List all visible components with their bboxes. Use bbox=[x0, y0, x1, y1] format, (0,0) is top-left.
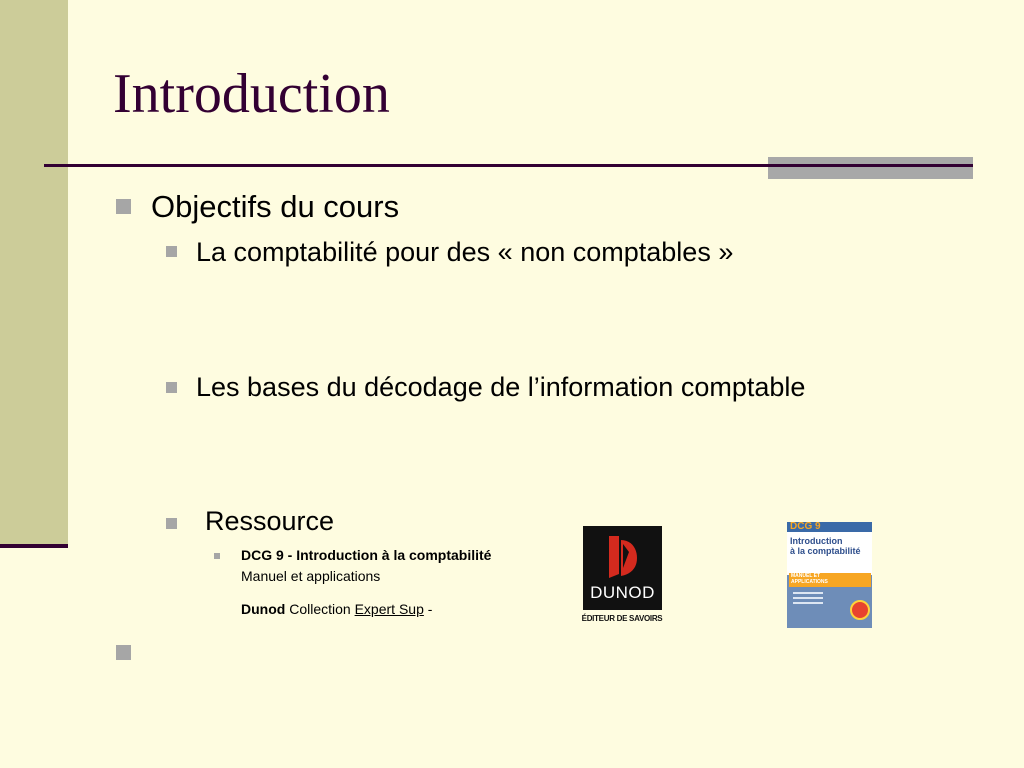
title-underline-accent bbox=[768, 157, 973, 179]
collection-link[interactable]: Expert Sup bbox=[354, 601, 424, 617]
dunod-logo bbox=[574, 524, 670, 628]
book-cover-title bbox=[790, 536, 861, 556]
objective-item: Les bases du décodage de l’information comptable bbox=[196, 372, 806, 402]
left-accent-rule bbox=[0, 544, 68, 548]
left-accent-bar bbox=[0, 0, 68, 544]
book-title-line1: Introduction bbox=[790, 536, 843, 546]
objective-item: La comptabilité pour des « non comptables » bbox=[196, 237, 734, 267]
book-badge-icon bbox=[850, 600, 870, 620]
dunod-tagline: ÉDITEUR DE SAVOIRS bbox=[581, 614, 663, 623]
publisher-name: Dunod bbox=[241, 601, 286, 617]
bullet-square-icon bbox=[166, 518, 177, 529]
book-title-line2: à la comptabilité bbox=[790, 546, 861, 556]
collection-label: Collection bbox=[289, 601, 351, 617]
bullet-square-icon bbox=[116, 645, 131, 660]
resource-heading: Ressource bbox=[205, 506, 335, 536]
dunod-mark-icon bbox=[605, 534, 641, 580]
book-band-line2: APPLICATIONS bbox=[791, 579, 828, 585]
book-series: DCG 9 bbox=[790, 522, 821, 532]
dunod-logo-box bbox=[583, 526, 662, 610]
resource-publisher-line bbox=[241, 601, 432, 617]
book-author-line bbox=[793, 592, 823, 594]
bullet-square-icon bbox=[116, 199, 131, 214]
book-band-line1: MANUEL ET bbox=[791, 573, 821, 579]
resource-book-title: DCG 9 - Introduction à la comptabilité bbox=[241, 547, 492, 563]
book-author-line bbox=[793, 597, 823, 599]
resource-subtitle: Manuel et applications bbox=[241, 568, 381, 584]
trailing-dash: - bbox=[427, 601, 433, 617]
book-band-text bbox=[791, 573, 828, 585]
bullet-square-icon bbox=[214, 553, 220, 559]
book-cover-image bbox=[787, 522, 872, 628]
book-author-line bbox=[793, 602, 823, 604]
bullet-square-icon bbox=[166, 246, 177, 257]
objectives-heading: Objectifs du cours bbox=[151, 189, 400, 224]
bullet-square-icon bbox=[166, 382, 177, 393]
dunod-wordmark: DUNOD bbox=[590, 583, 655, 602]
slide-title: Introduction bbox=[113, 63, 390, 125]
